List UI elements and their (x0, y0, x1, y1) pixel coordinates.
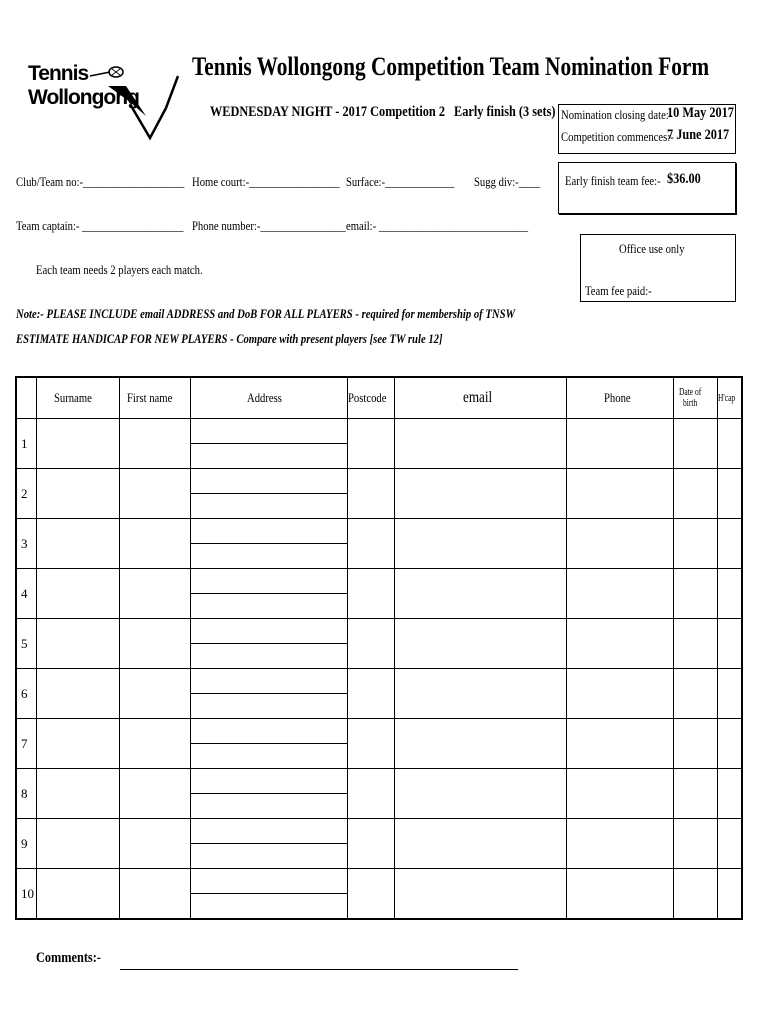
address-cell[interactable] (190, 669, 347, 719)
dates-box (558, 104, 736, 154)
surname-cell[interactable] (36, 869, 119, 920)
hcap-cell[interactable] (718, 869, 742, 920)
dob-cell[interactable] (674, 469, 718, 519)
dob-cell[interactable] (674, 569, 718, 619)
closing-date-label: Nomination closing date:- (561, 107, 673, 122)
info-text: Each team needs 2 players each match. (36, 262, 203, 277)
first-name-cell[interactable] (119, 419, 190, 469)
surname-cell[interactable] (36, 719, 119, 769)
comments-label: Comments:- (36, 950, 101, 966)
dob-cell[interactable] (674, 519, 718, 569)
row-number: 1 (16, 419, 36, 469)
address-divider (191, 443, 347, 444)
row-number: 10 (16, 869, 36, 920)
postcode-cell[interactable] (347, 569, 395, 619)
table-row (16, 869, 742, 920)
note-line-1: Note:- PLEASE INCLUDE email ADDRESS and DoB FOR ALL PLAYERS - required for membership of TNSW (16, 306, 515, 321)
postcode-cell[interactable] (347, 719, 395, 769)
table-row (16, 719, 742, 769)
surname-cell[interactable] (36, 569, 119, 619)
surname-cell[interactable] (36, 669, 119, 719)
surname-cell[interactable] (36, 619, 119, 669)
comments-input-line[interactable] (120, 969, 518, 970)
row-number: 6 (16, 669, 36, 719)
header-phone: Phone (567, 377, 674, 419)
dob-cell[interactable] (674, 719, 718, 769)
home-court-field[interactable]: Home court:-_________________ (192, 174, 340, 189)
club-team-field[interactable]: Club/Team no:-___________________ (16, 174, 185, 189)
sugg-div-field[interactable]: Sugg div:-____ (474, 174, 541, 189)
row-number: 2 (16, 469, 36, 519)
dob-cell[interactable] (674, 769, 718, 819)
hcap-cell[interactable] (718, 569, 742, 619)
address-divider (191, 493, 347, 494)
address-cell[interactable] (190, 569, 347, 619)
email-cell[interactable] (395, 769, 567, 819)
row-number: 8 (16, 769, 36, 819)
table-row (16, 769, 742, 819)
email-cell[interactable] (395, 719, 567, 769)
email-cell[interactable] (395, 819, 567, 869)
phone-cell[interactable] (567, 569, 674, 619)
email-cell[interactable] (395, 419, 567, 469)
dob-cell[interactable] (674, 819, 718, 869)
address-divider (191, 793, 347, 794)
address-divider (191, 543, 347, 544)
tennis-racquet-icon (26, 64, 186, 154)
email-field[interactable]: email:- ____________________________ (346, 218, 529, 233)
header-first-name: First name (119, 377, 190, 419)
first-name-cell[interactable] (119, 769, 190, 819)
header-address: Address (190, 377, 347, 419)
postcode-cell[interactable] (347, 869, 395, 920)
address-cell[interactable] (190, 469, 347, 519)
address-cell[interactable] (190, 819, 347, 869)
phone-cell[interactable] (567, 869, 674, 920)
hcap-cell[interactable] (718, 519, 742, 569)
dob-cell[interactable] (674, 669, 718, 719)
first-name-cell[interactable] (119, 619, 190, 669)
address-divider (191, 743, 347, 744)
row-number: 9 (16, 819, 36, 869)
header-postcode: Postcode (347, 377, 395, 419)
phone-cell[interactable] (567, 519, 674, 569)
postcode-cell[interactable] (347, 669, 395, 719)
fee-label: Early finish team fee:- (565, 173, 661, 188)
first-name-cell[interactable] (119, 669, 190, 719)
phone-cell[interactable] (567, 619, 674, 669)
header-email: email (395, 377, 567, 419)
address-divider (191, 693, 347, 694)
hcap-cell[interactable] (718, 669, 742, 719)
email-cell[interactable] (395, 619, 567, 669)
surname-cell[interactable] (36, 519, 119, 569)
surname-cell[interactable] (36, 419, 119, 469)
phone-cell[interactable] (567, 819, 674, 869)
first-name-cell[interactable] (119, 519, 190, 569)
phone-cell[interactable] (567, 669, 674, 719)
fee-box (558, 162, 736, 214)
hcap-cell[interactable] (718, 419, 742, 469)
fee-value: $36.00 (667, 171, 701, 187)
team-fee-paid-field[interactable]: Team fee paid:- (585, 283, 652, 298)
surname-cell[interactable] (36, 819, 119, 869)
table-row (16, 669, 742, 719)
commence-date-value: 7 June 2017 (667, 127, 730, 143)
address-cell[interactable] (190, 719, 347, 769)
dob-cell[interactable] (674, 619, 718, 669)
row-number: 7 (16, 719, 36, 769)
competition-format: Early finish (3 sets) (454, 104, 556, 120)
phone-number-field[interactable]: Phone number:-________________ (192, 218, 346, 233)
postcode-cell[interactable] (347, 469, 395, 519)
email-cell[interactable] (395, 519, 567, 569)
surname-cell[interactable] (36, 469, 119, 519)
postcode-cell[interactable] (347, 819, 395, 869)
table-row (16, 419, 742, 469)
office-use-title: Office use only (619, 241, 685, 256)
first-name-cell[interactable] (119, 869, 190, 920)
email-cell[interactable] (395, 569, 567, 619)
postcode-cell[interactable] (347, 419, 395, 469)
phone-cell[interactable] (567, 769, 674, 819)
table-row (16, 519, 742, 569)
table-row (16, 469, 742, 519)
postcode-cell[interactable] (347, 519, 395, 569)
page-title: Tennis Wollongong Competition Team Nomination Form (192, 52, 710, 81)
address-divider (191, 593, 347, 594)
header-date-of-birth: Date of birth (674, 377, 718, 419)
phone-cell[interactable] (567, 419, 674, 469)
first-name-cell[interactable] (119, 719, 190, 769)
logo-text-tennis: Tennis (28, 62, 89, 85)
closing-date-value: 10 May 2017 (667, 105, 734, 121)
office-use-box (580, 234, 736, 302)
hcap-cell[interactable] (718, 719, 742, 769)
header-surname: Surname (36, 377, 119, 419)
team-captain-field[interactable]: Team captain:- ___________________ (16, 218, 184, 233)
email-cell[interactable] (395, 869, 567, 920)
phone-cell[interactable] (567, 469, 674, 519)
table-header-row (16, 377, 742, 419)
competition-name: WEDNESDAY NIGHT - 2017 Competition 2 (210, 104, 445, 120)
surface-field[interactable]: Surface:-_____________ (346, 174, 455, 189)
row-number: 3 (16, 519, 36, 569)
address-divider (191, 893, 347, 894)
header-hcap: H'cap (718, 377, 742, 419)
email-cell[interactable] (395, 669, 567, 719)
players-table (15, 376, 743, 920)
postcode-cell[interactable] (347, 619, 395, 669)
address-cell[interactable] (190, 869, 347, 920)
row-number: 4 (16, 569, 36, 619)
table-row (16, 819, 742, 869)
row-number: 5 (16, 619, 36, 669)
hcap-cell[interactable] (718, 769, 742, 819)
commence-date-label: Competition commences:- (561, 129, 674, 144)
dob-cell[interactable] (674, 419, 718, 469)
surname-cell[interactable] (36, 769, 119, 819)
hcap-cell[interactable] (718, 819, 742, 869)
hcap-cell[interactable] (718, 619, 742, 669)
address-cell[interactable] (190, 769, 347, 819)
address-cell[interactable] (190, 519, 347, 569)
note-line-2: ESTIMATE HANDICAP FOR NEW PLAYERS - Compare with present players [see TW rule 12] (16, 331, 443, 346)
address-cell[interactable] (190, 419, 347, 469)
dob-cell[interactable] (674, 869, 718, 920)
table-row (16, 619, 742, 669)
logo (26, 64, 186, 154)
first-name-cell[interactable] (119, 469, 190, 519)
hcap-cell[interactable] (718, 469, 742, 519)
address-divider (191, 843, 347, 844)
header-number (16, 377, 36, 419)
first-name-cell[interactable] (119, 819, 190, 869)
email-cell[interactable] (395, 469, 567, 519)
phone-cell[interactable] (567, 719, 674, 769)
logo-text-wollongong: Wollongong (28, 86, 139, 109)
postcode-cell[interactable] (347, 769, 395, 819)
address-divider (191, 643, 347, 644)
table-row (16, 569, 742, 619)
first-name-cell[interactable] (119, 569, 190, 619)
address-cell[interactable] (190, 619, 347, 669)
